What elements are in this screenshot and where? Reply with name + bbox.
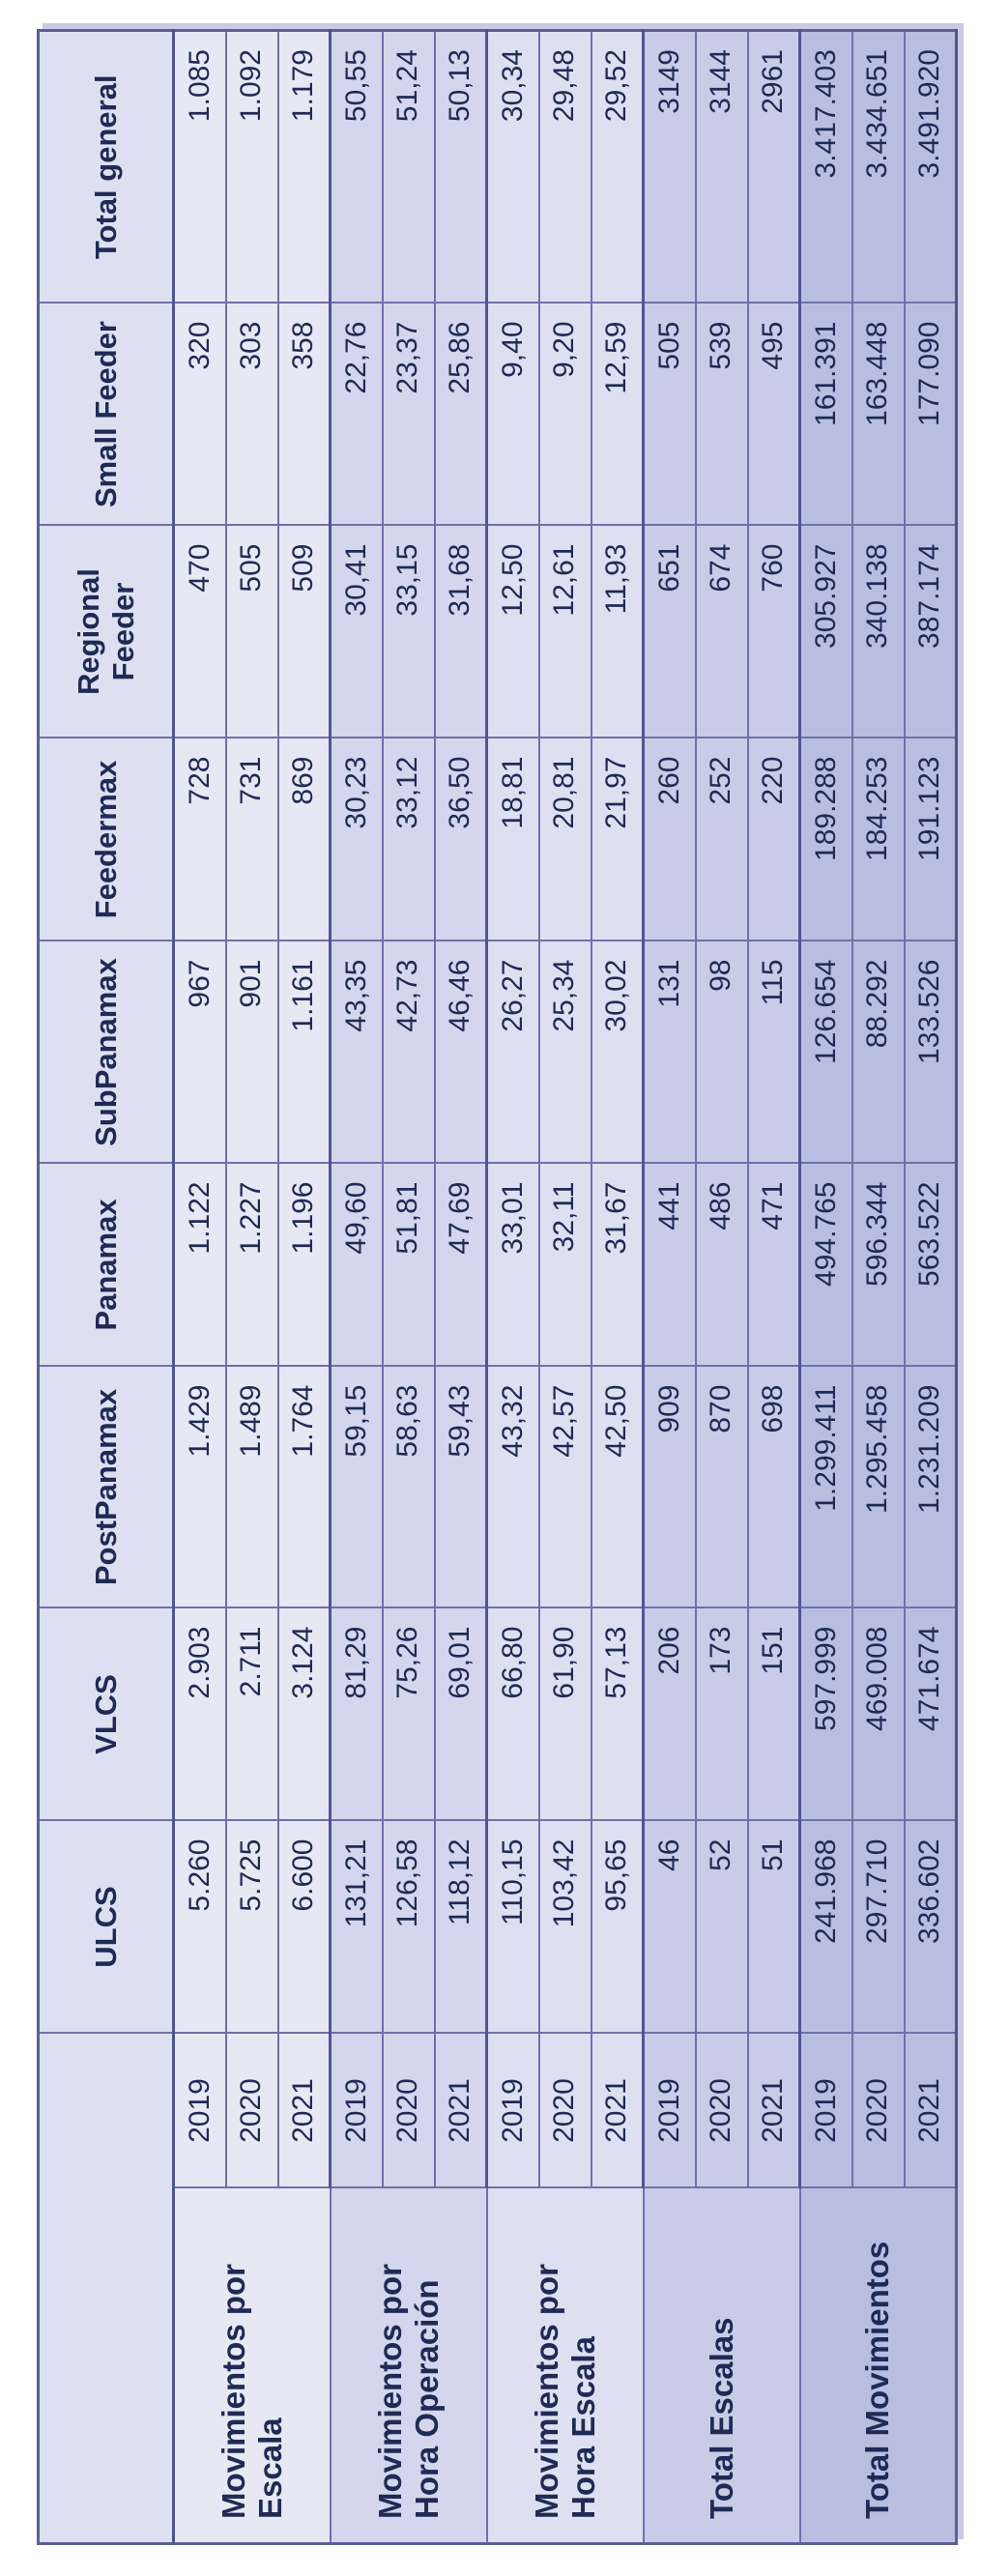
table-cell: 118,12 bbox=[435, 1821, 487, 2034]
table-header bbox=[39, 31, 174, 2544]
table-row bbox=[435, 31, 487, 2544]
table-cell: 9,20 bbox=[539, 304, 591, 526]
table-cell: 32,11 bbox=[539, 1164, 591, 1367]
table-row bbox=[487, 31, 539, 2544]
table-cell: 358 bbox=[278, 304, 331, 526]
table-cell: 387.174 bbox=[905, 526, 957, 738]
table-cell: 1.161 bbox=[278, 941, 331, 1164]
table-cell: 5.260 bbox=[174, 1821, 226, 2034]
table-row bbox=[748, 31, 800, 2544]
table-cell: 52 bbox=[696, 1821, 748, 2034]
table-cell: 241.968 bbox=[800, 1821, 852, 2034]
table-cell: 75,26 bbox=[383, 1608, 435, 1821]
table-cell: 30,34 bbox=[487, 31, 539, 304]
table-cell: 3144 bbox=[696, 31, 748, 304]
table-cell: 1.764 bbox=[278, 1367, 331, 1608]
table-cell: 184.253 bbox=[852, 738, 905, 941]
table-cell: 43,32 bbox=[487, 1367, 539, 1608]
table-cell: 126,58 bbox=[383, 1821, 435, 2034]
table-cell: 967 bbox=[174, 941, 226, 1164]
row-year-cell: 2021 bbox=[905, 2034, 957, 2188]
table-row bbox=[852, 31, 905, 2544]
row-year-cell: 2021 bbox=[591, 2034, 644, 2188]
column-header-total-general: Total general bbox=[39, 31, 174, 304]
table-cell: 1.295.458 bbox=[852, 1367, 905, 1608]
table-cell: 58,63 bbox=[383, 1367, 435, 1608]
table-cell: 505 bbox=[226, 526, 278, 738]
row-group-label: Total Escalas bbox=[644, 2188, 800, 2544]
row-year-cell: 2020 bbox=[539, 2034, 591, 2188]
row-group-label: Movimientos por Hora Escala bbox=[487, 2188, 644, 2544]
table-cell: 731 bbox=[226, 738, 278, 941]
table-row bbox=[644, 31, 696, 2544]
table-cell: 651 bbox=[644, 526, 696, 738]
table-cell: 1.299.411 bbox=[800, 1367, 852, 1608]
table-cell: 95,65 bbox=[591, 1821, 644, 2034]
table-row bbox=[383, 31, 435, 2544]
table-cell: 495 bbox=[748, 304, 800, 526]
row-year-cell: 2019 bbox=[331, 2034, 383, 2188]
table-cell: 2.711 bbox=[226, 1608, 278, 1821]
table-cell: 2961 bbox=[748, 31, 800, 304]
row-year-cell: 2019 bbox=[800, 2034, 852, 2188]
row-year-cell: 2020 bbox=[696, 2034, 748, 2188]
table-cell: 46 bbox=[644, 1821, 696, 2034]
table-cell: 51,81 bbox=[383, 1164, 435, 1367]
table-cell: 728 bbox=[174, 738, 226, 941]
table-cell: 131,21 bbox=[331, 1821, 383, 2034]
table-cell: 20,81 bbox=[539, 738, 591, 941]
table-cell: 151 bbox=[748, 1608, 800, 1821]
table-cell: 563.522 bbox=[905, 1164, 957, 1367]
table-row bbox=[278, 31, 331, 2544]
table-cell: 191.123 bbox=[905, 738, 957, 941]
table-cell: 340.138 bbox=[852, 526, 905, 738]
table-cell: 23,37 bbox=[383, 304, 435, 526]
table-cell: 18,81 bbox=[487, 738, 539, 941]
table-cell: 22,76 bbox=[331, 304, 383, 526]
table-cell: 88.292 bbox=[852, 941, 905, 1164]
table-cell: 12,50 bbox=[487, 526, 539, 738]
table-cell: 31,67 bbox=[591, 1164, 644, 1367]
table-cell: 33,15 bbox=[383, 526, 435, 738]
table-cell: 103,42 bbox=[539, 1821, 591, 2034]
table-cell: 51,24 bbox=[383, 31, 435, 304]
header-corner-cell bbox=[39, 2034, 174, 2544]
table-cell: 161.391 bbox=[800, 304, 852, 526]
column-header-small-feeder: Small Feeder bbox=[39, 304, 174, 526]
table-cell: 25,86 bbox=[435, 304, 487, 526]
table-cell: 50,55 bbox=[331, 31, 383, 304]
table-cell: 870 bbox=[696, 1367, 748, 1608]
row-group-label: Movimientos por Hora Operación bbox=[331, 2188, 487, 2544]
table-cell: 252 bbox=[696, 738, 748, 941]
table-row bbox=[226, 31, 278, 2544]
table-cell: 869 bbox=[278, 738, 331, 941]
table-cell: 26,27 bbox=[487, 941, 539, 1164]
row-year-cell: 2019 bbox=[487, 2034, 539, 2188]
table-cell: 110,15 bbox=[487, 1821, 539, 2034]
table-cell: 33,12 bbox=[383, 738, 435, 941]
table-cell: 1.092 bbox=[226, 31, 278, 304]
table-cell: 1.231.209 bbox=[905, 1367, 957, 1608]
table-cell: 9,40 bbox=[487, 304, 539, 526]
table-cell: 12,61 bbox=[539, 526, 591, 738]
table-cell: 33,01 bbox=[487, 1164, 539, 1367]
row-year-cell: 2019 bbox=[174, 2034, 226, 2188]
table-row bbox=[800, 31, 852, 2544]
table-cell: 1.196 bbox=[278, 1164, 331, 1367]
table-cell: 3149 bbox=[644, 31, 696, 304]
column-header-feedermax: Feedermax bbox=[39, 738, 174, 941]
table-cell: 596.344 bbox=[852, 1164, 905, 1367]
table-cell: 25,34 bbox=[539, 941, 591, 1164]
table-cell: 909 bbox=[644, 1367, 696, 1608]
table-cell: 1.179 bbox=[278, 31, 331, 304]
table-body bbox=[174, 31, 957, 2544]
table-cell: 505 bbox=[644, 304, 696, 526]
table-cell: 901 bbox=[226, 941, 278, 1164]
table-cell: 69,01 bbox=[435, 1608, 487, 1821]
table-cell: 29,52 bbox=[591, 31, 644, 304]
table-cell: 1.085 bbox=[174, 31, 226, 304]
table-cell: 509 bbox=[278, 526, 331, 738]
row-year-cell: 2021 bbox=[278, 2034, 331, 2188]
table-cell: 5.725 bbox=[226, 1821, 278, 2034]
row-year-cell: 2021 bbox=[748, 2034, 800, 2188]
row-group-label: Total Movimientos bbox=[800, 2188, 957, 2544]
table-cell: 189.288 bbox=[800, 738, 852, 941]
table-cell: 66,80 bbox=[487, 1608, 539, 1821]
rotated-table-container bbox=[37, 32, 955, 2545]
row-year-cell: 2020 bbox=[383, 2034, 435, 2188]
table-cell: 59,43 bbox=[435, 1367, 487, 1608]
table-cell: 46,46 bbox=[435, 941, 487, 1164]
column-header-regional-feeder: Regional Feeder bbox=[39, 526, 174, 738]
table-cell: 297.710 bbox=[852, 1821, 905, 2034]
table-cell: 42,50 bbox=[591, 1367, 644, 1608]
table-cell: 115 bbox=[748, 941, 800, 1164]
table-cell: 50,13 bbox=[435, 31, 487, 304]
table-cell: 305.927 bbox=[800, 526, 852, 738]
table-cell: 441 bbox=[644, 1164, 696, 1367]
table-cell: 11,93 bbox=[591, 526, 644, 738]
container-stats-table bbox=[37, 29, 958, 2545]
row-year-cell: 2019 bbox=[644, 2034, 696, 2188]
column-header-panamax: Panamax bbox=[39, 1164, 174, 1367]
column-header-vlcs: VLCS bbox=[39, 1608, 174, 1821]
row-year-cell: 2020 bbox=[852, 2034, 905, 2188]
table-cell: 1.429 bbox=[174, 1367, 226, 1608]
table-cell: 3.417.403 bbox=[800, 31, 852, 304]
table-cell: 303 bbox=[226, 304, 278, 526]
table-cell: 57,13 bbox=[591, 1608, 644, 1821]
table-cell: 173 bbox=[696, 1608, 748, 1821]
table-row bbox=[331, 31, 383, 2544]
table-cell: 1.489 bbox=[226, 1367, 278, 1608]
table-cell: 3.491.920 bbox=[905, 31, 957, 304]
table-cell: 47,69 bbox=[435, 1164, 487, 1367]
table-cell: 1.122 bbox=[174, 1164, 226, 1367]
table-cell: 597.999 bbox=[800, 1608, 852, 1821]
table-cell: 133.526 bbox=[905, 941, 957, 1164]
table-cell: 51 bbox=[748, 1821, 800, 2034]
table-cell: 29,48 bbox=[539, 31, 591, 304]
table-cell: 260 bbox=[644, 738, 696, 941]
row-group-label: Movimientos por Escala bbox=[174, 2188, 331, 2544]
table-cell: 494.765 bbox=[800, 1164, 852, 1367]
table-cell: 131 bbox=[644, 941, 696, 1164]
table-cell: 698 bbox=[748, 1367, 800, 1608]
column-header-subpanamax: SubPanamax bbox=[39, 941, 174, 1164]
table-cell: 3.434.651 bbox=[852, 31, 905, 304]
table-row bbox=[539, 31, 591, 2544]
column-header-postpanamax: PostPanamax bbox=[39, 1367, 174, 1608]
table-cell: 36,50 bbox=[435, 738, 487, 941]
table-cell: 43,35 bbox=[331, 941, 383, 1164]
table-row bbox=[591, 31, 644, 2544]
table-row bbox=[905, 31, 957, 2544]
table-cell: 1.227 bbox=[226, 1164, 278, 1367]
table-row bbox=[174, 31, 226, 2544]
table-cell: 6.600 bbox=[278, 1821, 331, 2034]
table-cell: 471.674 bbox=[905, 1608, 957, 1821]
table-cell: 336.602 bbox=[905, 1821, 957, 2034]
table-cell: 674 bbox=[696, 526, 748, 738]
table-cell: 177.090 bbox=[905, 304, 957, 526]
table-cell: 206 bbox=[644, 1608, 696, 1821]
row-year-cell: 2021 bbox=[435, 2034, 487, 2188]
row-year-cell: 2020 bbox=[226, 2034, 278, 2188]
table-cell: 3.124 bbox=[278, 1608, 331, 1821]
table-cell: 2.903 bbox=[174, 1608, 226, 1821]
table-cell: 30,23 bbox=[331, 738, 383, 941]
table-cell: 539 bbox=[696, 304, 748, 526]
table-cell: 126.654 bbox=[800, 941, 852, 1164]
table-cell: 760 bbox=[748, 526, 800, 738]
table-cell: 470 bbox=[174, 526, 226, 738]
table-cell: 81,29 bbox=[331, 1608, 383, 1821]
table-cell: 61,90 bbox=[539, 1608, 591, 1821]
table-cell: 220 bbox=[748, 738, 800, 941]
table-row bbox=[696, 31, 748, 2544]
table-cell: 42,73 bbox=[383, 941, 435, 1164]
table-cell: 59,15 bbox=[331, 1367, 383, 1608]
table-cell: 49,60 bbox=[331, 1164, 383, 1367]
table-cell: 163.448 bbox=[852, 304, 905, 526]
table-cell: 30,02 bbox=[591, 941, 644, 1164]
table-cell: 42,57 bbox=[539, 1367, 591, 1608]
table-cell: 30,41 bbox=[331, 526, 383, 738]
table-cell: 486 bbox=[696, 1164, 748, 1367]
column-header-ulcs: ULCS bbox=[39, 1821, 174, 2034]
table-cell: 471 bbox=[748, 1164, 800, 1367]
table-cell: 12,59 bbox=[591, 304, 644, 526]
table-cell: 469.008 bbox=[852, 1608, 905, 1821]
table-cell: 21,97 bbox=[591, 738, 644, 941]
table-cell: 98 bbox=[696, 941, 748, 1164]
table-cell: 320 bbox=[174, 304, 226, 526]
table-cell: 31,68 bbox=[435, 526, 487, 738]
